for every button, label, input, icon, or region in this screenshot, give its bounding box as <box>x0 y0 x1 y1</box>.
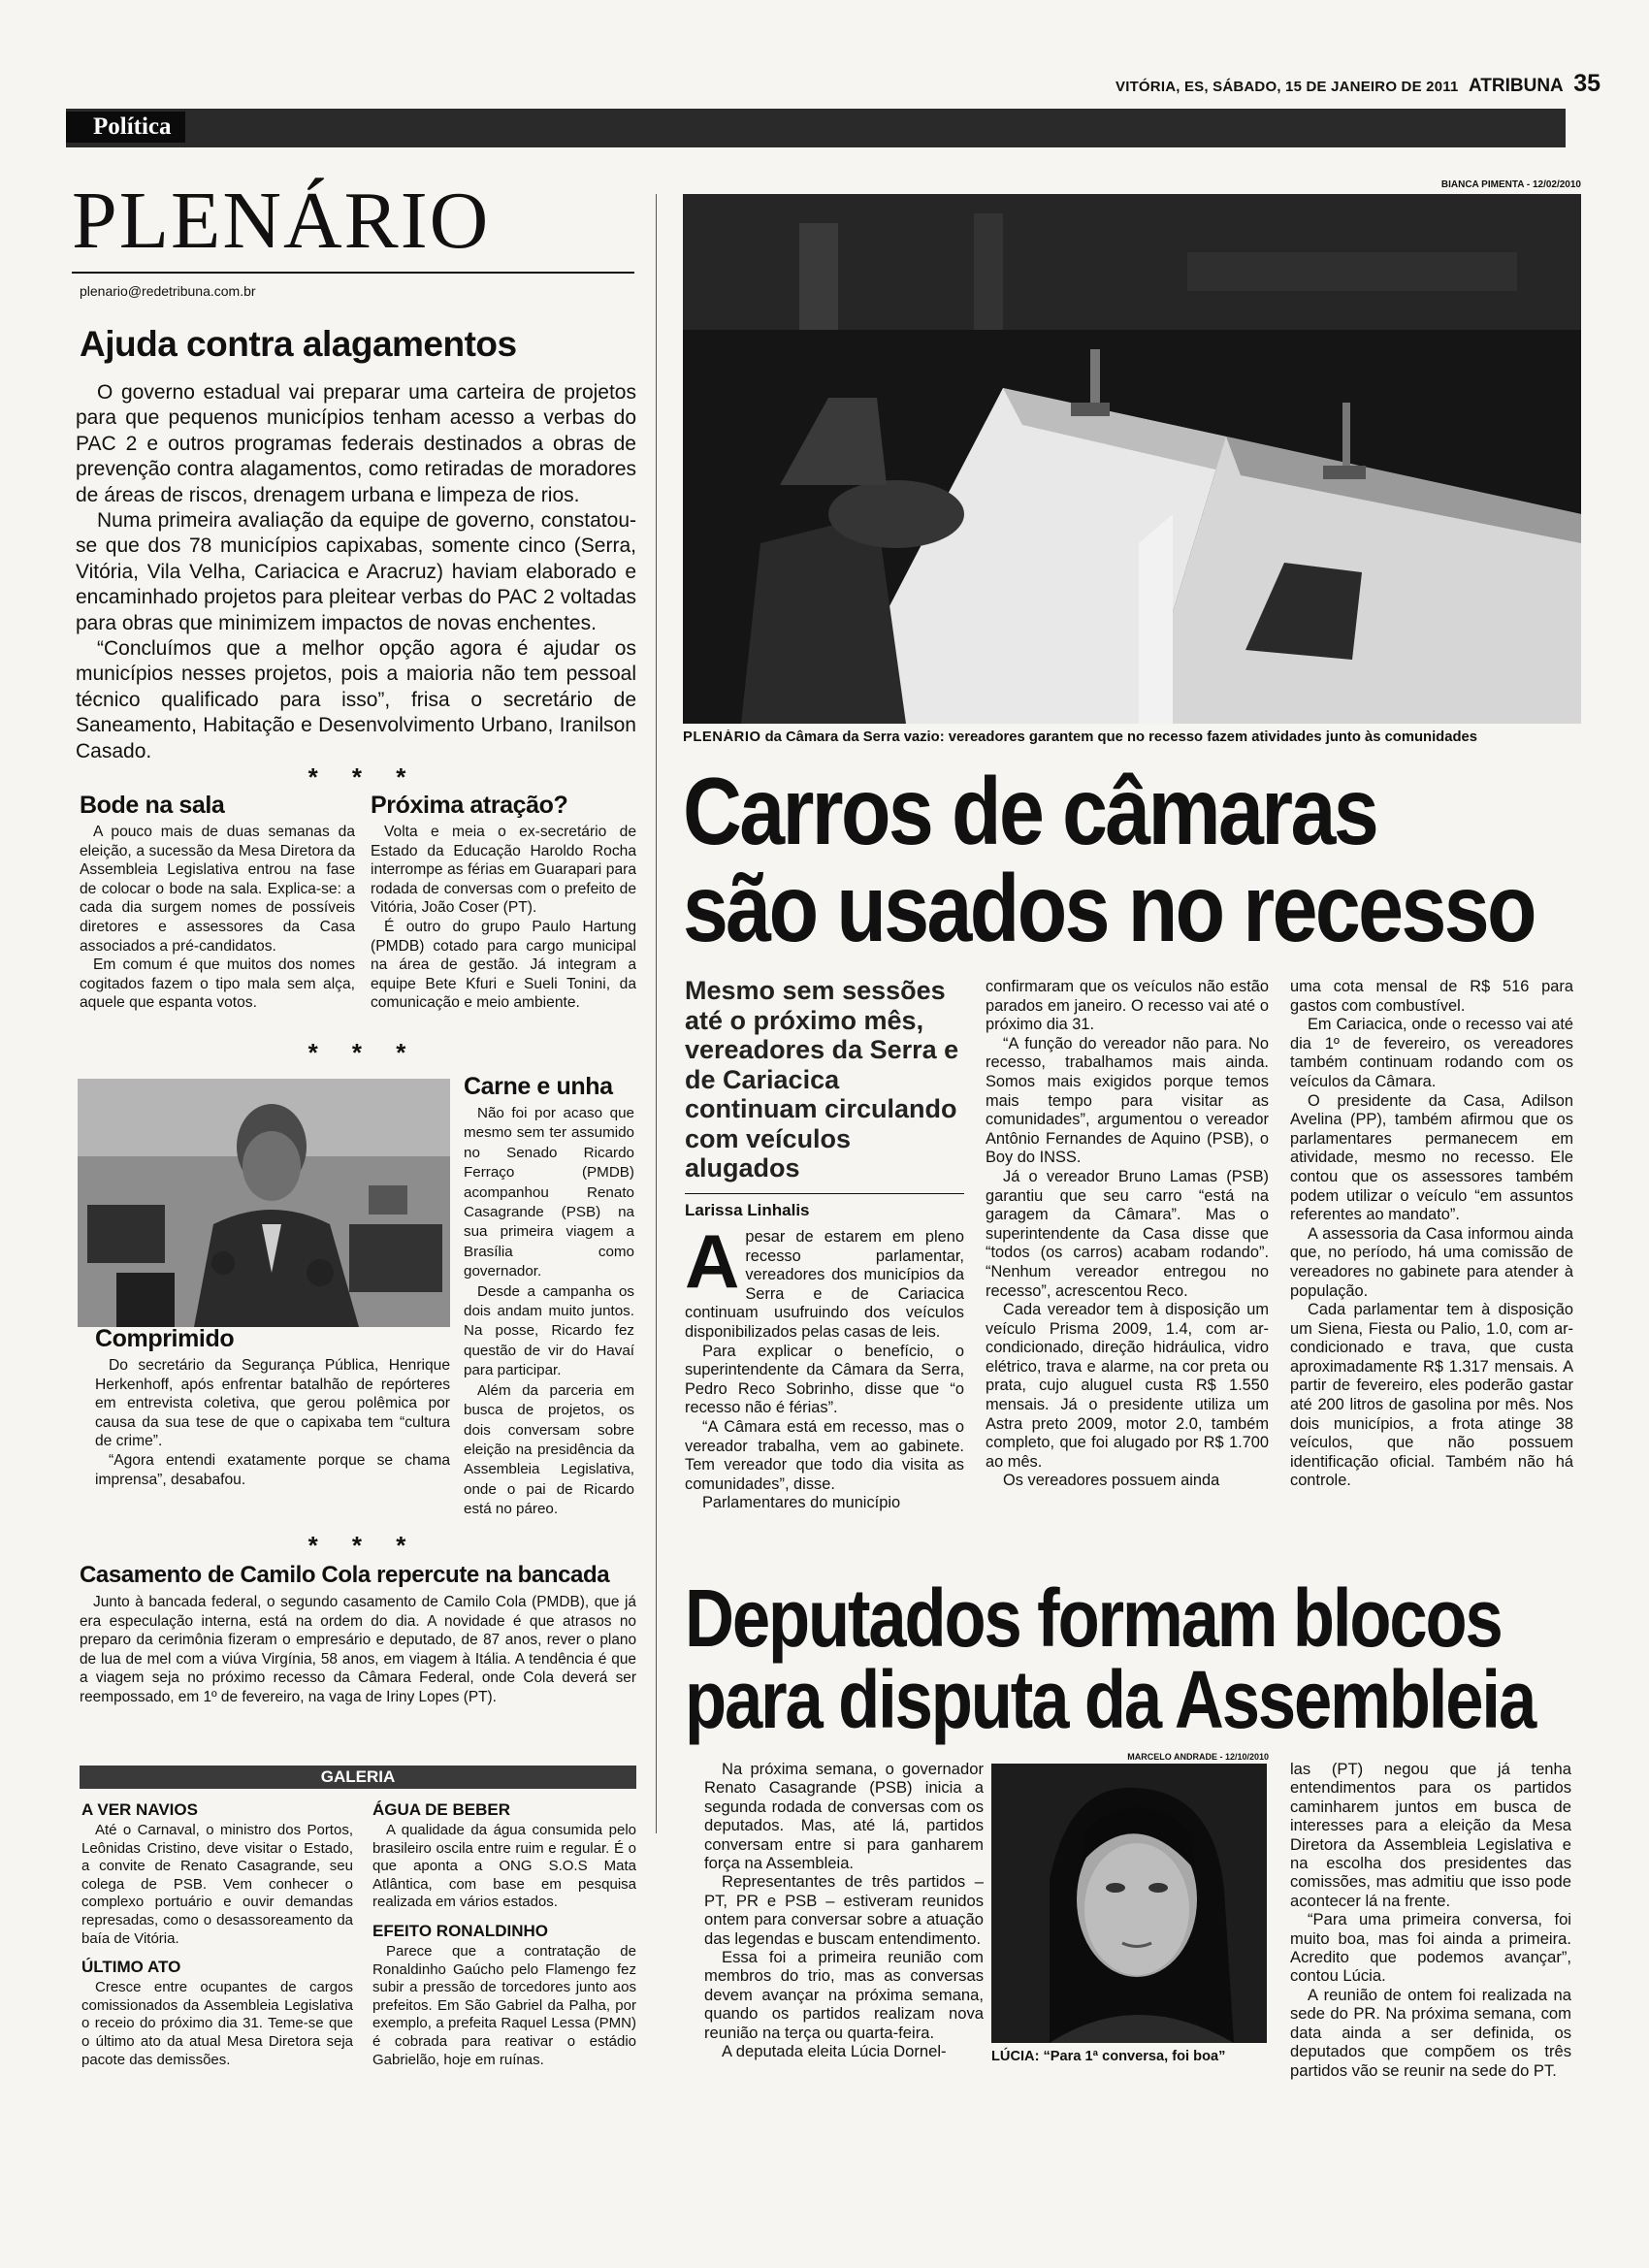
carros-paragraph: Já o vereador Bruno Lamas (PSB) garantiu que seu carro “está na garagem da Câmara”. Mas o superintendente da Casa disse que “todos (os carros) acabam rodando”. “Nenhum vereador entregou no recesso”, acrescentou Reco. <box>986 1167 1269 1300</box>
note-comprimido-paragraph: “Agora entendi exatamente porque se chama imprensa”, desabafou. <box>95 1451 450 1488</box>
lead-article <box>76 380 636 764</box>
note-bode-title: Bode na sala <box>80 792 225 819</box>
deputados-photo-caption <box>991 2049 1282 2064</box>
note-carne-paragraph: Além da parceria em busca de projetos, os dois conversam sobre eleição na presidência da Assembleia Legislativa, onde o pai de Ricardo está no páreo. <box>464 1381 634 1518</box>
lucia-photo <box>991 1764 1267 2043</box>
note-carne <box>464 1073 634 1520</box>
column-email: plenario@redetribuna.com.br <box>80 283 256 299</box>
lead-paragraph: O governo estadual vai preparar uma carteira de projetos para que pequenos municípios tenham acesso a verbas do PAC 2 e outros programas federais destinados a obras de prevenção contra alagamentos, como retiradas de moradores de áreas de riscos, drenagem urbana e limpeza de rios. <box>76 381 636 506</box>
carros-headline <box>683 758 1535 961</box>
section-bar <box>66 109 1566 147</box>
byline-rule <box>685 1193 964 1194</box>
plenario-photo <box>683 194 1581 724</box>
galeria-col-2 <box>372 1800 636 2069</box>
deputados-headline-line-1: Deputados formam blocos <box>685 1572 1502 1664</box>
deputados-paragraph: “Para uma primeira conversa, foi muito boa, mas foi ainda a primeira. Acredito que podemos avançar”, contou Lúcia. <box>1290 1910 1571 1986</box>
separator-3: * * * <box>307 1531 420 1560</box>
carros-paragraph: Parlamentares do município <box>702 1494 901 1512</box>
carros-headline-line-1: Carros de câmaras <box>683 758 1377 864</box>
carros-col-1 <box>685 1218 964 1513</box>
carros-caption-lead: PLENÁRIO <box>683 729 761 745</box>
carros-paragraph: Em Cariacica, onde o recesso vai até dia 1º de fevereiro, os vereadores também continuam rodando com os veículos da Câmara. <box>1290 1016 1573 1090</box>
galeria-title: GALERIA <box>320 1767 396 1786</box>
note-comprimido <box>95 1325 450 1489</box>
lead-paragraph: “Concluímos que a melhor opção agora é ajudar os municípios nesses projetos, pois a maioria não tem pessoal técnico qualificado para isso”, frisa o secretário de Saneamento, Habitação e Desenvolvimento Urbano, Iranilson Casado. <box>76 637 636 762</box>
galeria-col-1 <box>81 1800 353 2069</box>
note-proxima <box>371 792 636 1013</box>
galeria-bar <box>80 1766 636 1789</box>
note-proxima-paragraph: Volta e meia o ex-secretário de Estado da Educação Haroldo Rocha interrompe as férias em Guarapari para rodada de conversas com o prefeito de Vitória, João Coser (PT). <box>371 824 636 917</box>
deputados-paragraph: Representantes de três partidos – PT, PR e PSB – estiveram reunidos ontem para conversar sobre a atuação das legendas e buscam entendimento. <box>704 1872 984 1948</box>
carros-paragraph: Cada vereador tem à disposição um veículo Prisma 2009, 1.4, com ar-condicionado, direção hidráulica, vidro elétrico, trava e alarme, na cor preta ou prata, cujo aluguel custa R$ 1.550 mensais. Já o presidente utiliza um Astra preto 2009, motor 2.0, também completo, que foi alugado por R$ 1.700 ao mês. <box>986 1301 1269 1471</box>
galeria-item-title: EFEITO RONALDINHO <box>372 1921 549 1940</box>
carros-first-text: pesar de estarem em pleno recesso parlamentar, vereadores dos municípios da Serra e de Cariacica continuam usufruindo dos veículos disponibilizados pelas casas de leis. <box>685 1228 964 1341</box>
column-title-rule <box>72 272 634 274</box>
separator-2: * * * <box>307 1038 420 1067</box>
carros-headline-line-2: são usados no recesso <box>683 855 1535 961</box>
carros-deck: Mesmo sem sessões até o próximo mês, vereadores da Serra e de Cariacica continuam circulando com veículos alugados <box>685 976 959 1183</box>
deputados-photo-credit: MARCELO ANDRADE - 12/10/2010 <box>1127 1752 1269 1762</box>
separator-1: * * * <box>307 762 420 792</box>
note-bode-paragraph: Em comum é que muitos dos nomes cogitados fazem o tipo mala sem alça, aquele que espanta votos. <box>80 956 355 1012</box>
press-photo <box>78 1079 450 1327</box>
deputados-paragraph: A reunião de ontem foi realizada na sede do PR. Na próxima semana, com data ainda a ser definida, os deputados que compõem os três partidos vão se reunir na sede do PT. <box>1290 1985 1571 2080</box>
note-casamento-title: Casamento de Camilo Cola repercute na bancada <box>80 1562 610 1588</box>
galeria-item-text: Cresce entre ocupantes de cargos comissionados da Assembleia Legislativa o receio do próximo dia 31. Teme-se que o último ato da atual Mesa Diretora seja pacote das demissões. <box>81 1979 353 2068</box>
note-carne-paragraph: Não foi por acaso que mesmo sem ter assumido no Senado Ricardo Ferraço (PMDB) acompanhou Renato Casagrande (PSB) na sua primeira viagem a Brasília como governador. <box>464 1105 634 1280</box>
dateline: VITÓRIA, ES, SÁBADO, 15 DE JANEIRO DE 2011 <box>1116 79 1459 95</box>
column-title: PLENÁRIO <box>72 176 491 266</box>
note-carne-title: Carne e unha <box>464 1073 613 1100</box>
carros-byline: Larissa Linhalis <box>685 1201 810 1219</box>
carros-first-paragraph <box>685 1218 964 1343</box>
lucia-portrait-image <box>991 1764 1267 2043</box>
galeria-item-text: Parece que a contratação de Ronaldinho Gaúcho pelo Flamengo fez subir a pressão de torcedores junto aos prefeitos. Em São Gabriel da Palha, por exemplo, a prefeita Raquel Lessa (PMN) é cobrada para reativar o estádio Gabrielão, hoje em ruínas. <box>372 1942 636 2068</box>
carros-paragraph: Para explicar o benefício, o superintendente da Câmara da Serra, Pedro Reco Sobrinho, disse que “o recesso não é férias”. <box>685 1342 964 1417</box>
plenario-image <box>683 194 1581 724</box>
note-proxima-paragraph: É outro do grupo Paulo Hartung (PMDB) cotado para cargo municipal na área de gestão. Já integram a equipe Bete Kfuri e Sueli Tonini, da comunicação e meio ambiente. <box>371 918 636 1012</box>
carros-caption-text: da Câmara da Serra vazio: vereadores garantem que no recesso fazem atividades junto às comunidades <box>760 729 1477 745</box>
folio <box>1116 70 1601 99</box>
carros-photo-caption <box>683 729 1581 745</box>
carros-paragraph: confirmaram que os veículos não estão parados em janeiro. O recesso vai até o próximo dia 31. <box>986 978 1269 1034</box>
page-number: 35 <box>1573 70 1601 97</box>
lucia-caption-lead: LÚCIA: <box>991 2049 1040 2064</box>
note-casamento-paragraph: Junto à bancada federal, o segundo casamento de Camilo Cola (PMDB), que já era especulação interna, está na ordem do dia. A novidade é que atrasos no preparo da cerimônia fizeram o empresário e deputado, de 87 anos, rever o plano de lua de mel com a viúva Virgínia, 58 anos, em viagem à Itália. A tendência é que a viagem seja no próximo recesso da Câmara Federal, onde Cola deverá ser reempossado, em 1º de fevereiro, na vaga de Iriny Lopes (PT). <box>80 1594 636 1705</box>
note-bode <box>80 792 355 1013</box>
dropcap: A <box>685 1218 740 1304</box>
deputados-col-1 <box>704 1760 984 2061</box>
galeria-item-title: ÚLTIMO ATO <box>81 1958 181 1977</box>
carros-paragraph: Cada parlamentar tem à disposição um Siena, Fiesta ou Palio, 1.0, com ar-condicionado e trava, que custa aproximadamente R$ 1.317 mensais. A partir de fevereiro, eles poderão gastar até 200 litros de gasolina por mês. Nos dois municípios, a frota atinge 38 veículos, que não possuem identificação oficial. Também não há controle. <box>1290 1301 1573 1490</box>
deputados-headline <box>685 1572 1536 1745</box>
galeria-item-title: A VER NAVIOS <box>81 1800 198 1819</box>
lead-headline: Ajuda contra alagamentos <box>80 324 517 364</box>
lucia-caption-text: “Para 1ª conversa, foi boa” <box>1039 2049 1226 2064</box>
column-divider <box>656 194 657 1833</box>
carros-paragraph: “A Câmara está em recesso, mas o vereador trabalha, vem ao gabinete. Tem vereador que todo dia visita as comunidades”, disse. <box>685 1417 964 1493</box>
carros-paragraph: O presidente da Casa, Adilson Avelina (PP), também afirmou que os parlamentares permanecem em atividade, mesmo no recesso. Ele contou que os assessores também podem utilizar o veículo “em assuntos referentes ao mandato”. <box>1290 1091 1573 1224</box>
note-bode-paragraph: A pouco mais de duas semanas da eleição, a sucessão da Mesa Diretora da Assembleia Legislativa entrou na fase de colocar o bode na sala. Explica-se: a cada dia surgem nomes de possíveis diretores e assessores da Casa associados a pré-candidatos. <box>80 824 355 955</box>
carros-paragraph: A assessoria da Casa informou ainda que, no período, há uma comissão de vereadores no gabinete para atender à população. <box>1290 1224 1573 1300</box>
note-comprimido-paragraph: Do secretário da Segurança Pública, Henrique Herkenhoff, após enfrentar batalhão de repórteres em entrevista coletiva, que gerou polêmica por causa da sua tese de que o capixaba tem “cultura de crime”. <box>95 1357 450 1450</box>
carros-col-3 <box>1290 978 1573 1491</box>
galeria-item-text: Até o Carnaval, o ministro dos Portos, Leônidas Cristino, deve visitar o Estado, a convite de Renato Casagrande, seu colega de PSB. Vem conhecer o complexo portuário e ouvir demandas represadas, como o desassoreamento da baía de Vitória. <box>81 1822 353 1947</box>
note-carne-paragraph: Desde a campanha os dois andam muito juntos. Na posse, Ricardo fez questão de vir do Havaí para participar. <box>464 1282 634 1379</box>
paper-name: ATRIBUNA <box>1468 76 1564 96</box>
lead-paragraph: Numa primeira avaliação da equipe de governo, constatou-se que dos 78 municípios capixabas, somente cinco (Serra, Vitória, Vila Velha, Cariacica e Aracruz) haviam elaborado e encaminhado projetos para pleitear verbas do PAC 2 voltadas para obras que minimizem impactos de novas enchentes. <box>76 509 636 634</box>
carros-col-2 <box>986 978 1269 1491</box>
carros-paragraph: Os vereadores possuem ainda <box>1003 1472 1220 1490</box>
note-proxima-title: Próxima atração? <box>371 792 568 819</box>
note-comprimido-title: Comprimido <box>95 1325 235 1352</box>
deputados-headline-line-2: para disputa da Assembleia <box>685 1654 1536 1745</box>
carros-paragraph: “A função do vereador não para. No recesso, trabalhamos mais ainda. Somos mais exigidos porque temos mais tempo para visitar as comunidades”, argumentou o vereador Antônio Fernandes de Aquino (PSB), o Boy do INSS. <box>986 1034 1269 1167</box>
deputados-paragraph: las (PT) negou que já tenha entendimentos para os partidos caminharem juntos em busca de interesses para a eleição da Mesa Diretora da Assembleia Legislativa e na escolha dos presidentes das comissões, mas admitiu que isso pode acontecer lá na frente. <box>1290 1760 1571 1910</box>
section-label: Política <box>66 112 185 143</box>
note-casamento <box>80 1562 636 1707</box>
deputados-paragraph: Na próxima semana, o governador Renato Casagrande (PSB) inicia a segunda rodada de conversas com os deputados. Mas, até lá, partidos conversam entre si para ganharem força na Assembleia. <box>704 1760 984 1873</box>
deputados-col-3 <box>1290 1760 1571 2080</box>
press-conference-image <box>78 1079 450 1327</box>
galeria-item-text: A qualidade da água consumida pelo brasileiro oscila entre ruim e regular. É o que aponta a ONG S.O.S Mata Atlântica, com base em pesquisa realizada em vários estados. <box>372 1822 636 1911</box>
carros-paragraph: uma cota mensal de R$ 516 para gastos com combustível. <box>1290 978 1573 1015</box>
galeria-item-title: ÁGUA DE BEBER <box>372 1800 510 1819</box>
deputados-paragraph: A deputada eleita Lúcia Dornel- <box>722 2042 947 2061</box>
deputados-paragraph: Essa foi a primeira reunião com membros do trio, mas as conversas devem avançar na próxima semana, quando os partidos realizam nova reunião na terça ou quarta-feira. <box>704 1948 984 2042</box>
carros-photo-credit: BIANCA PIMENTA - 12/02/2010 <box>1440 179 1581 190</box>
